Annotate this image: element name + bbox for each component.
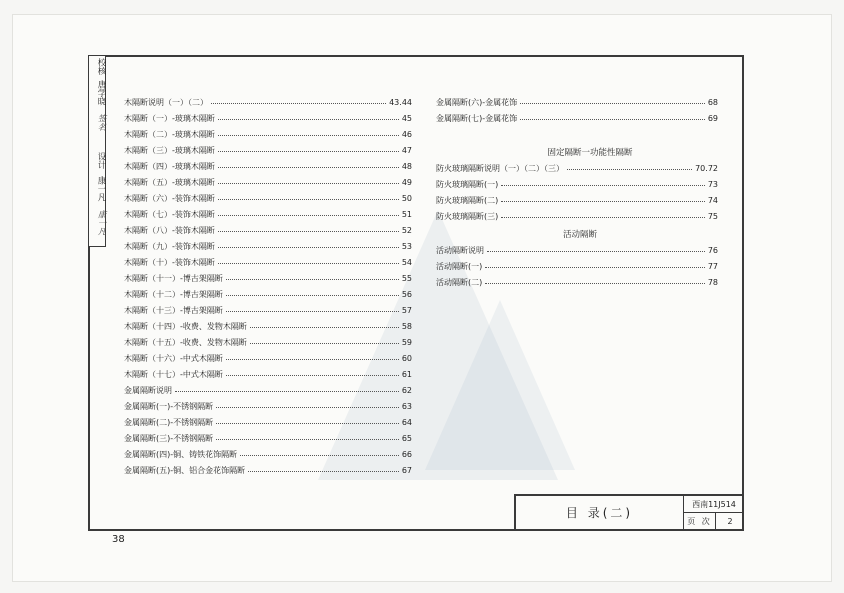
toc-entry-title: 木隔断（十六）-中式木隔断 bbox=[124, 354, 223, 363]
toc-entry bbox=[124, 449, 412, 461]
toc-entry bbox=[124, 385, 412, 397]
atlas-code: 西南11J514 bbox=[684, 496, 744, 513]
toc-entry-page: 74 bbox=[707, 196, 718, 205]
toc-entry-title: 木隔断（六）-装饰木隔断 bbox=[124, 194, 215, 203]
toc-entry bbox=[124, 177, 412, 189]
toc-entry-title: 金属隔断(七)-金属花饰 bbox=[436, 114, 518, 123]
toc-entry-title: 金属隔断(四)-铜、铸铁花饰隔断 bbox=[124, 450, 238, 459]
toc-entry-title: 金属隔断(五)-铜、铝合金花饰隔断 bbox=[124, 466, 246, 475]
toc-entry-title: 木隔断（八）-装饰木隔断 bbox=[124, 226, 215, 235]
toc-entry bbox=[124, 193, 412, 205]
toc-entry-title: 木隔断说明（一）（二） bbox=[124, 98, 208, 107]
toc-entry-title: 木隔断（十四）-收费、发物木隔断 bbox=[124, 322, 247, 331]
toc-entry bbox=[124, 209, 412, 221]
toc-entry-page: 61 bbox=[401, 370, 412, 379]
sign-name-checker: 唐学晓 bbox=[96, 80, 106, 106]
toc-entry-title: 木隔断（三）-玻璃木隔断 bbox=[124, 146, 215, 155]
toc-entry-title: 活动隔断说明 bbox=[436, 246, 484, 255]
toc-entry-title: 木隔断（九）-装饰木隔断 bbox=[124, 242, 215, 251]
toc-entry bbox=[436, 211, 718, 223]
toc-entry-page: 47 bbox=[401, 146, 412, 155]
signature-strip bbox=[88, 55, 106, 247]
toc-entry-page: 59 bbox=[401, 338, 412, 347]
section-heading-fixed: 固定隔断一功能性隔断 bbox=[547, 148, 633, 158]
toc-entry-title: 木隔断（十三）-博古架隔断 bbox=[124, 306, 223, 315]
toc-entry bbox=[124, 257, 412, 269]
sign-name-designer: 康一凡 bbox=[96, 176, 106, 202]
toc-entry-title: 防火玻璃隔断说明（一）（二）（三） bbox=[436, 164, 564, 173]
toc-entry-page: 51 bbox=[401, 210, 412, 219]
toc-entry-page: 76 bbox=[707, 246, 718, 255]
toc-entry-page: 73 bbox=[707, 180, 718, 189]
toc-entry-title: 活动隔断(二) bbox=[436, 278, 483, 287]
drawing-title: 目 录(二) bbox=[516, 496, 684, 530]
toc-entry bbox=[436, 261, 718, 273]
toc-entry-title: 木隔断（一）-玻璃木隔断 bbox=[124, 114, 215, 123]
toc-entry-page: 70.72 bbox=[695, 164, 718, 173]
toc-entry-page: 66 bbox=[401, 450, 412, 459]
toc-entry-page: 52 bbox=[401, 226, 412, 235]
toc-entry-title: 木隔断（二）-玻璃木隔断 bbox=[124, 130, 215, 139]
sign-label-design: 设计 bbox=[96, 152, 106, 169]
toc-entry-title: 金属隔断(一)-不锈钢隔断 bbox=[124, 402, 214, 411]
title-block bbox=[514, 494, 744, 530]
toc-entry-page: 56 bbox=[401, 290, 412, 299]
toc-entry bbox=[124, 305, 412, 317]
toc-entry-page: 75 bbox=[707, 212, 718, 221]
toc-entry-page: 49 bbox=[401, 178, 412, 187]
toc-entry-page: 77 bbox=[707, 262, 718, 271]
toc-entry-title: 金属隔断(二)-不锈钢隔断 bbox=[124, 418, 214, 427]
toc-entry bbox=[124, 401, 412, 413]
toc-entry-page: 53 bbox=[401, 242, 412, 251]
toc-entry-title: 防火玻璃隔断(三) bbox=[436, 212, 499, 221]
page-label: 页 次 bbox=[684, 513, 716, 530]
toc-entry-title: 木隔断（十一）-博古架隔断 bbox=[124, 274, 223, 283]
toc-entry-page: 46 bbox=[401, 130, 412, 139]
toc-entry bbox=[124, 353, 412, 365]
toc-entry-page: 68 bbox=[707, 98, 718, 107]
toc-entry-title: 防火玻璃隔断(一) bbox=[436, 180, 499, 189]
toc-entry bbox=[124, 417, 412, 429]
toc-entry-page: 48 bbox=[401, 162, 412, 171]
toc-entry-page: 64 bbox=[401, 418, 412, 427]
designer-signature: 康一凡 bbox=[96, 210, 106, 236]
toc-entry-page: 63 bbox=[401, 402, 412, 411]
toc-entry bbox=[124, 465, 412, 477]
toc-entry-title: 活动隔断(一) bbox=[436, 262, 483, 271]
toc-entry-page: 57 bbox=[401, 306, 412, 315]
toc-entry-page: 43.44 bbox=[389, 98, 412, 107]
toc-entry bbox=[124, 97, 412, 109]
toc-entry-page: 45 bbox=[401, 114, 412, 123]
toc-entry bbox=[124, 225, 412, 237]
toc-entry-page: 60 bbox=[401, 354, 412, 363]
toc-entry-page: 65 bbox=[401, 434, 412, 443]
toc-entry-page: 50 bbox=[401, 194, 412, 203]
toc-entry-page: 58 bbox=[401, 322, 412, 331]
toc-entry bbox=[124, 289, 412, 301]
toc-entry-title: 木隔断（十二）-博古架隔断 bbox=[124, 290, 223, 299]
toc-entry-title: 木隔断（十）-装饰木隔断 bbox=[124, 258, 215, 267]
toc-entry bbox=[124, 369, 412, 381]
toc-entry bbox=[436, 179, 718, 191]
toc-entry-title: 木隔断（十五）-收费、发物木隔断 bbox=[124, 338, 247, 347]
toc-entry bbox=[124, 161, 412, 173]
toc-entry bbox=[436, 277, 718, 289]
toc-entry bbox=[436, 97, 718, 109]
book-page-number: 38 bbox=[112, 534, 125, 545]
toc-entry bbox=[124, 113, 412, 125]
toc-entry-page: 62 bbox=[401, 386, 412, 395]
toc-entry bbox=[124, 273, 412, 285]
toc-entry-title: 金属隔断(三)-不锈钢隔断 bbox=[124, 434, 214, 443]
toc-entry-title: 木隔断（七）-装饰木隔断 bbox=[124, 210, 215, 219]
checker-signature: 签名 bbox=[96, 114, 106, 131]
page-value: 2 bbox=[727, 517, 733, 526]
toc-entry-page: 55 bbox=[401, 274, 412, 283]
toc-entry bbox=[124, 145, 412, 157]
toc-entry bbox=[124, 241, 412, 253]
toc-entry bbox=[436, 113, 718, 125]
toc-entry-title: 木隔断（四）-玻璃木隔断 bbox=[124, 162, 215, 171]
toc-entry-page: 78 bbox=[707, 278, 718, 287]
toc-entry-title: 金属隔断(六)-金属花饰 bbox=[436, 98, 518, 107]
toc-entry bbox=[124, 337, 412, 349]
toc-entry-title: 金属隔断说明 bbox=[124, 386, 172, 395]
toc-entry-title: 防火玻璃隔断(二) bbox=[436, 196, 499, 205]
toc-entry bbox=[436, 163, 718, 175]
toc-entry bbox=[124, 129, 412, 141]
toc-entry bbox=[436, 245, 718, 257]
toc-entry bbox=[436, 195, 718, 207]
toc-entry-title: 木隔断（五）-玻璃木隔断 bbox=[124, 178, 215, 187]
toc-entry-page: 54 bbox=[401, 258, 412, 267]
toc-entry bbox=[124, 321, 412, 333]
sign-label-check: 校核 bbox=[96, 58, 106, 75]
toc-entry-page: 69 bbox=[707, 114, 718, 123]
toc-entry-title: 木隔断（十七）-中式木隔断 bbox=[124, 370, 223, 379]
section-heading-movable: 活动隔断 bbox=[562, 230, 597, 240]
toc-entry bbox=[124, 433, 412, 445]
toc-entry-page: 67 bbox=[401, 466, 412, 475]
